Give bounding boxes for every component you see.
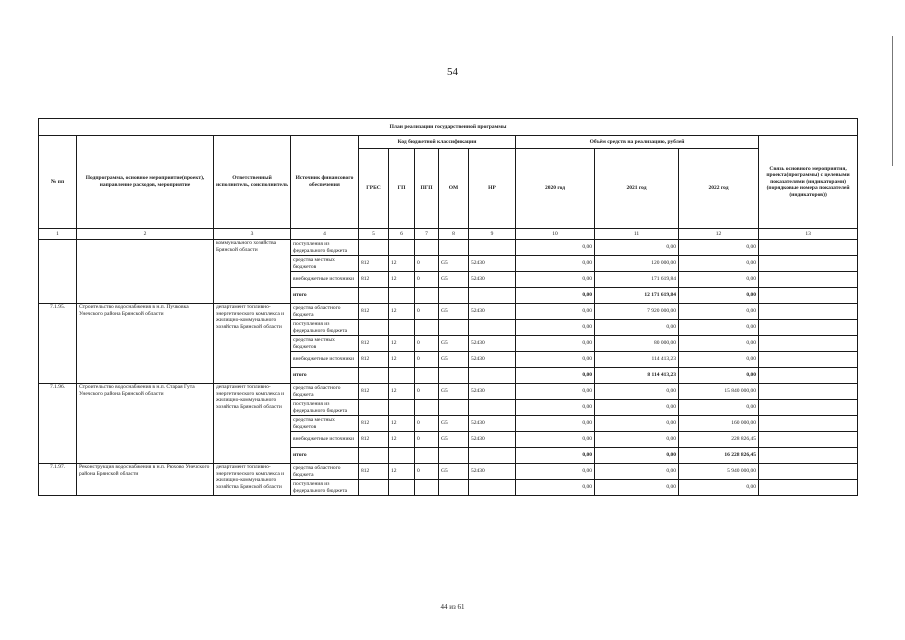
link-cell <box>759 416 858 432</box>
nr-cell: 52430 <box>469 336 516 352</box>
gp-cell: 12 <box>389 304 415 320</box>
num-cell: 7.1.95. <box>39 304 77 384</box>
link-cell <box>759 256 858 272</box>
gp-cell: 12 <box>389 256 415 272</box>
gp-cell: 12 <box>389 464 415 480</box>
amount-2020-cell: 0,00 <box>516 352 595 368</box>
gp-cell: 12 <box>389 272 415 288</box>
link-cell <box>759 464 858 480</box>
om-cell <box>439 320 469 336</box>
amount-2020-cell: 0,00 <box>516 272 595 288</box>
link-cell <box>759 480 858 496</box>
om-cell: G5 <box>439 464 469 480</box>
index-cell: 1 <box>39 229 77 240</box>
grbs-cell: 812 <box>359 336 389 352</box>
table-row <box>39 384 858 400</box>
grbs-cell <box>359 400 389 416</box>
om-cell <box>439 240 469 256</box>
amount-2021-cell: 0,00 <box>595 384 679 400</box>
amount-2021-cell: 0,00 <box>595 480 679 496</box>
nr-cell <box>469 320 516 336</box>
amount-2022-cell: 0,00 <box>679 352 759 368</box>
grbs-cell: 812 <box>359 256 389 272</box>
nr-cell: 52430 <box>469 416 516 432</box>
pgp-cell: 0 <box>415 384 439 400</box>
pgp-cell <box>415 288 439 304</box>
amount-2021-cell: 0,00 <box>595 320 679 336</box>
gp-cell <box>389 368 415 384</box>
index-cell: 8 <box>439 229 469 240</box>
amount-2020-cell: 0,00 <box>516 336 595 352</box>
index-cell: 3 <box>214 229 291 240</box>
om-cell: G5 <box>439 336 469 352</box>
source-cell: внебюджетные источники <box>291 352 359 368</box>
num-cell: 7.1.96. <box>39 384 77 464</box>
col-header-num: № пп <box>39 136 77 229</box>
col-header-om: ОМ <box>439 149 469 229</box>
amount-2021-cell: 0,00 <box>595 400 679 416</box>
program-cell <box>77 240 214 304</box>
budget-code-header: Код бюджетной классификации <box>359 136 516 149</box>
amount-2021-cell: 0,00 <box>595 432 679 448</box>
amount-2020-cell: 0,00 <box>516 320 595 336</box>
amount-2022-cell: 0,00 <box>679 240 759 256</box>
gp-cell: 12 <box>389 336 415 352</box>
source-cell: внебюджетные источники <box>291 272 359 288</box>
page-number: 54 <box>447 66 458 78</box>
col-header-link: Связь основного мероприятия, проекта(программы) с целевыми показателями (индикаторами) (порядковые номера показателей (индикаторов)) <box>759 136 858 229</box>
responsible-cell: департамент топливно-энергетического комплекса и жилищно-коммунального хозяйства Брянской области <box>214 304 291 384</box>
amount-2021-cell: 7 920 000,00 <box>595 304 679 320</box>
grbs-cell: 812 <box>359 384 389 400</box>
grbs-cell: 812 <box>359 352 389 368</box>
amount-2021-cell: 12 171 619,84 <box>595 288 679 304</box>
grbs-cell: 812 <box>359 464 389 480</box>
gp-cell <box>389 240 415 256</box>
gp-cell <box>389 320 415 336</box>
amount-2022-cell: 228 826,45 <box>679 432 759 448</box>
page-footer: 44 из 61 <box>440 603 465 611</box>
col-header-gp: ГП <box>389 149 415 229</box>
link-cell <box>759 272 858 288</box>
num-cell: 7.1.97. <box>39 464 77 496</box>
index-cell: 12 <box>679 229 759 240</box>
source-cell: средства местных бюджетов <box>291 416 359 432</box>
col-header-pgp: ПГП <box>415 149 439 229</box>
amount-2022-cell: 0,00 <box>679 304 759 320</box>
nr-cell <box>469 400 516 416</box>
index-cell: 2 <box>77 229 214 240</box>
index-cell: 4 <box>291 229 359 240</box>
col-header-source: Источник финансового обеспечения <box>291 136 359 229</box>
amount-2021-cell: 114 413,23 <box>595 352 679 368</box>
pgp-cell <box>415 448 439 464</box>
amount-2022-cell: 0,00 <box>679 336 759 352</box>
amount-2021-cell: 171 619,84 <box>595 272 679 288</box>
grbs-cell <box>359 480 389 496</box>
pgp-cell <box>415 368 439 384</box>
pgp-cell: 0 <box>415 464 439 480</box>
index-cell: 6 <box>389 229 415 240</box>
amount-2020-cell: 0,00 <box>516 384 595 400</box>
amount-2020-cell: 0,00 <box>516 432 595 448</box>
budget-table <box>38 118 858 496</box>
om-cell: G5 <box>439 432 469 448</box>
source-cell: средства областного бюджета <box>291 384 359 400</box>
nr-cell <box>469 480 516 496</box>
amount-2022-cell: 0,00 <box>679 368 759 384</box>
col-header-2020: 2020 год <box>516 149 595 229</box>
source-cell: поступления из федерального бюджета <box>291 240 359 256</box>
source-cell: средства областного бюджета <box>291 304 359 320</box>
source-cell: поступления из федерального бюджета <box>291 320 359 336</box>
amount-2022-cell: 16 228 826,45 <box>679 448 759 464</box>
nr-cell <box>469 368 516 384</box>
nr-cell: 52430 <box>469 256 516 272</box>
amount-2022-cell: 0,00 <box>679 272 759 288</box>
source-cell: внебюджетные источники <box>291 432 359 448</box>
link-cell <box>759 448 858 464</box>
amount-2020-cell: 0,00 <box>516 256 595 272</box>
amount-2022-cell: 5 940 000,00 <box>679 464 759 480</box>
grbs-cell <box>359 368 389 384</box>
nr-cell: 52430 <box>469 352 516 368</box>
amount-2020-cell: 0,00 <box>516 464 595 480</box>
index-cell: 7 <box>415 229 439 240</box>
gp-cell <box>389 400 415 416</box>
grbs-cell <box>359 448 389 464</box>
link-cell <box>759 240 858 256</box>
index-cell: 5 <box>359 229 389 240</box>
grbs-cell: 812 <box>359 432 389 448</box>
col-header-2021: 2021 год <box>595 149 679 229</box>
grbs-cell: 812 <box>359 416 389 432</box>
table-row <box>39 304 858 320</box>
amount-2020-cell: 0,00 <box>516 368 595 384</box>
amount-2020-cell: 0,00 <box>516 240 595 256</box>
source-cell: средства местных бюджетов <box>291 256 359 272</box>
pgp-cell <box>415 400 439 416</box>
source-cell: итого <box>291 448 359 464</box>
nr-cell <box>469 240 516 256</box>
nr-cell: 52430 <box>469 464 516 480</box>
om-cell: G5 <box>439 416 469 432</box>
plan-title: План реализации государственной программы <box>39 119 858 136</box>
pgp-cell: 0 <box>415 304 439 320</box>
link-cell <box>759 336 858 352</box>
amount-2021-cell: 80 000,00 <box>595 336 679 352</box>
link-cell <box>759 304 858 320</box>
source-cell: средства местных бюджетов <box>291 336 359 352</box>
nr-cell: 52430 <box>469 432 516 448</box>
source-cell: поступления из федерального бюджета <box>291 480 359 496</box>
gp-cell: 12 <box>389 352 415 368</box>
amount-2020-cell: 0,00 <box>516 400 595 416</box>
amount-2020-cell: 0,00 <box>516 448 595 464</box>
amount-2021-cell: 0,00 <box>595 240 679 256</box>
col-header-responsible: Ответственный исполнитель, соисполнитель <box>214 136 291 229</box>
om-cell <box>439 448 469 464</box>
table-body <box>39 240 858 496</box>
grbs-cell: 812 <box>359 272 389 288</box>
pgp-cell: 0 <box>415 432 439 448</box>
amount-2022-cell: 0,00 <box>679 480 759 496</box>
gp-cell: 12 <box>389 432 415 448</box>
nr-cell <box>469 448 516 464</box>
index-cell: 9 <box>469 229 516 240</box>
gp-cell: 12 <box>389 384 415 400</box>
amount-2022-cell: 0,00 <box>679 400 759 416</box>
link-cell <box>759 288 858 304</box>
responsible-cell: департамент топливно-энергетического комплекса и жилищно-коммунального хозяйства Брянской области <box>214 384 291 464</box>
amount-header: Объём средств на реализацию, рублей <box>516 136 759 149</box>
amount-2021-cell: 0,00 <box>595 416 679 432</box>
table-row <box>39 464 858 480</box>
amount-2020-cell: 0,00 <box>516 480 595 496</box>
link-cell <box>759 432 858 448</box>
grbs-cell: 812 <box>359 304 389 320</box>
margin-line <box>892 36 893 166</box>
program-cell: Строительство водоснабжения в н.п. Старая Гута Унечского района Брянской области <box>77 384 214 464</box>
amount-2022-cell: 0,00 <box>679 288 759 304</box>
responsible-cell: департамент топливно-энергетического комплекса и жилищно-коммунального хозяйства Брянской области <box>214 464 291 496</box>
source-cell: поступления из федерального бюджета <box>291 400 359 416</box>
gp-cell: 12 <box>389 416 415 432</box>
amount-2022-cell: 0,00 <box>679 256 759 272</box>
amount-2022-cell: 0,00 <box>679 320 759 336</box>
pgp-cell <box>415 480 439 496</box>
om-cell: G5 <box>439 304 469 320</box>
amount-2021-cell: 0,00 <box>595 464 679 480</box>
index-cell: 10 <box>516 229 595 240</box>
amount-2021-cell: 0,00 <box>595 448 679 464</box>
amount-2022-cell: 160 000,00 <box>679 416 759 432</box>
om-cell <box>439 368 469 384</box>
pgp-cell: 0 <box>415 256 439 272</box>
amount-2021-cell: 8 114 413,23 <box>595 368 679 384</box>
amount-2020-cell: 0,00 <box>516 304 595 320</box>
om-cell: G5 <box>439 256 469 272</box>
pgp-cell: 0 <box>415 272 439 288</box>
grbs-cell <box>359 240 389 256</box>
index-cell: 11 <box>595 229 679 240</box>
grbs-cell <box>359 288 389 304</box>
gp-cell <box>389 448 415 464</box>
pgp-cell: 0 <box>415 336 439 352</box>
gp-cell <box>389 288 415 304</box>
om-cell <box>439 400 469 416</box>
link-cell <box>759 320 858 336</box>
nr-cell: 52430 <box>469 304 516 320</box>
pgp-cell: 0 <box>415 416 439 432</box>
gp-cell <box>389 480 415 496</box>
amount-2020-cell: 0,00 <box>516 288 595 304</box>
num-cell <box>39 240 77 304</box>
nr-cell <box>469 288 516 304</box>
pgp-cell <box>415 320 439 336</box>
table-row <box>39 240 858 256</box>
pgp-cell <box>415 240 439 256</box>
link-cell <box>759 384 858 400</box>
link-cell <box>759 368 858 384</box>
program-cell: Реконструкция водоснабжения в н.п. Рюхово Унечского района Брянской области <box>77 464 214 496</box>
pgp-cell: 0 <box>415 352 439 368</box>
col-header-program: Подпрограмма, основное мероприятие(проект), направление расходов, мероприятие <box>77 136 214 229</box>
amount-2022-cell: 15 840 000,00 <box>679 384 759 400</box>
om-cell: G5 <box>439 272 469 288</box>
link-cell <box>759 400 858 416</box>
om-cell <box>439 288 469 304</box>
program-cell: Строительство водоснабжения в н.п. Пучковка Унечского района Брянской области <box>77 304 214 384</box>
col-header-2022: 2022 год <box>679 149 759 229</box>
source-cell: итого <box>291 288 359 304</box>
link-cell <box>759 352 858 368</box>
amount-2021-cell: 120 000,00 <box>595 256 679 272</box>
source-cell: средства областного бюджета <box>291 464 359 480</box>
nr-cell: 52430 <box>469 272 516 288</box>
index-cell: 13 <box>759 229 858 240</box>
source-cell: итого <box>291 368 359 384</box>
nr-cell: 52430 <box>469 384 516 400</box>
amount-2020-cell: 0,00 <box>516 416 595 432</box>
om-cell: G5 <box>439 384 469 400</box>
grbs-cell <box>359 320 389 336</box>
om-cell: G5 <box>439 352 469 368</box>
om-cell <box>439 480 469 496</box>
col-header-grbs: ГРБС <box>359 149 389 229</box>
col-header-nr: НР <box>469 149 516 229</box>
responsible-cell: коммунального хозяйства Брянской области <box>214 240 291 304</box>
